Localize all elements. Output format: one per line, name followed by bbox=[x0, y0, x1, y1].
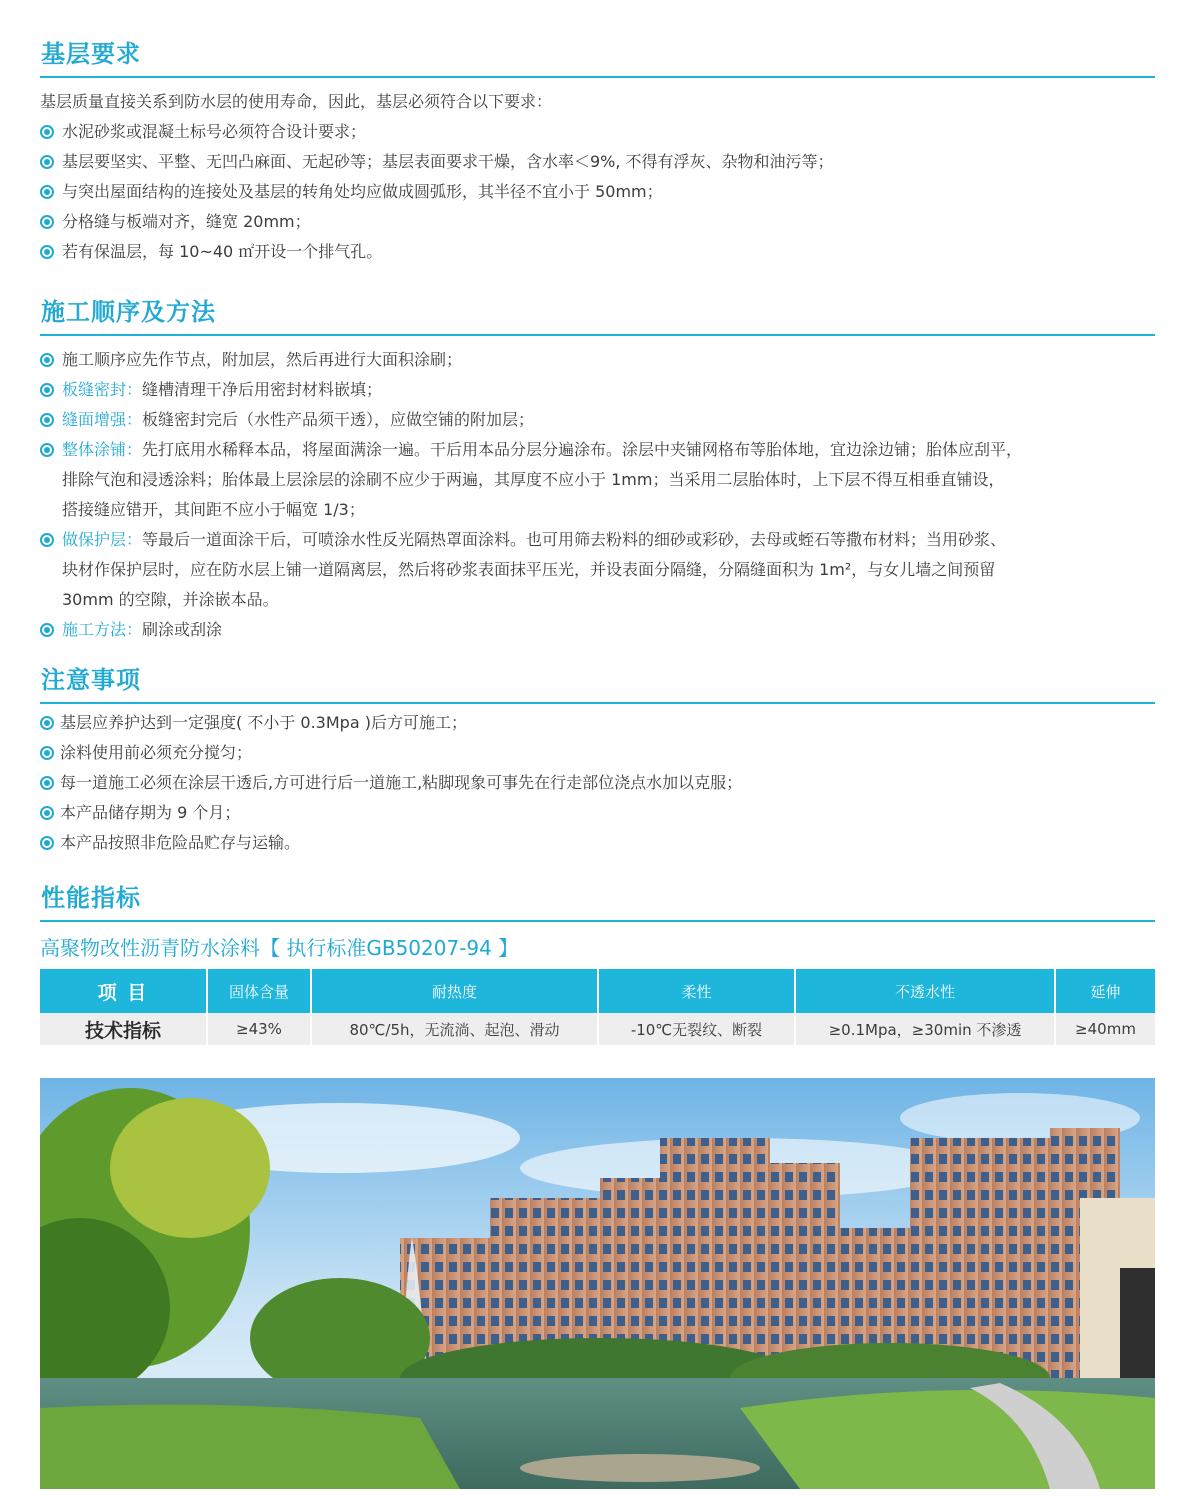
section-divider bbox=[40, 702, 1155, 704]
table-cell: ≥0.1Mpa，≥30min 不渗透 bbox=[795, 1013, 1055, 1045]
circle-bullet-icon bbox=[40, 623, 54, 637]
circle-bullet-icon bbox=[40, 443, 54, 457]
circle-bullet-icon bbox=[40, 125, 54, 139]
intro-text: 基层质量直接关系到防水层的使用寿命，因此，基层必须符合以下要求： bbox=[40, 92, 553, 111]
list-item: 板缝密封：缝槽清理干净后用密封材料嵌填； bbox=[40, 375, 1155, 405]
section-divider bbox=[40, 76, 1155, 78]
table-header: 耐热度 bbox=[311, 969, 598, 1013]
circle-bullet-icon bbox=[40, 746, 54, 760]
circle-bullet-icon bbox=[40, 383, 54, 397]
table-cell: -10℃无裂纹、断裂 bbox=[598, 1013, 795, 1045]
performance-table bbox=[40, 969, 1155, 1045]
item-keyword: 整体涂铺： bbox=[62, 440, 143, 459]
item-keyword: 缝面增强： bbox=[62, 410, 143, 429]
circle-bullet-icon bbox=[40, 413, 54, 427]
table-header: 固体含量 bbox=[207, 969, 311, 1013]
section-base-requirements bbox=[40, 38, 1155, 267]
section-body bbox=[40, 87, 1155, 267]
list-item: 施工方法：刷涂或刮涂 bbox=[40, 615, 1155, 645]
table-header: 项 目 bbox=[40, 969, 207, 1013]
section-performance bbox=[40, 882, 1155, 964]
item-keyword: 板缝密封： bbox=[62, 380, 143, 399]
list-item: 本产品按照非危险品贮存与运输。 bbox=[40, 828, 1155, 858]
list-item: 与突出屋面结构的连接处及基层的转角处均应做成圆弧形，其半径不宜小于 50mm； bbox=[40, 177, 1155, 207]
list-item: 基层要坚实、平整、无凹凸麻面、无起砂等；基层表面要求干燥，含水率＜9%, 不得有浮灰、杂物和油污等； bbox=[40, 147, 1155, 177]
table-cell: 80℃/5h，无流淌、起泡、滑动 bbox=[311, 1013, 598, 1045]
list-item: 分格缝与板端对齐，缝宽 20mm； bbox=[40, 207, 1155, 237]
table-header: 不透水性 bbox=[795, 969, 1055, 1013]
table-cell: ≥43% bbox=[207, 1013, 311, 1045]
list-item: 施工顺序应先作节点，附加层，然后再进行大面积涂刷； bbox=[40, 345, 1155, 375]
table-header: 延伸 bbox=[1055, 969, 1155, 1013]
table-header-row bbox=[40, 969, 1155, 1013]
circle-bullet-icon bbox=[40, 533, 54, 547]
list-item: 基层应养护达到一定强度( 不小于 0.3Mpa )后方可施工； bbox=[40, 708, 1155, 738]
circle-bullet-icon bbox=[40, 776, 54, 790]
section-notes bbox=[40, 664, 1155, 858]
table-cell: ≥40mm bbox=[1055, 1013, 1155, 1045]
section-title: 性能指标 bbox=[41, 884, 141, 912]
circle-bullet-icon bbox=[40, 716, 54, 730]
list-item: 缝面增强：板缝密封完后（水性产品须干透），应做空铺的附加层； bbox=[40, 405, 1155, 435]
list-item: 涂料使用前必须充分搅匀； bbox=[40, 738, 1155, 768]
list-item: 若有保温层，每 10~40 ㎡开设一个排气孔。 bbox=[40, 237, 1155, 267]
section-divider bbox=[40, 334, 1155, 336]
section-title: 基层要求 bbox=[41, 40, 141, 68]
circle-bullet-icon bbox=[40, 245, 54, 259]
circle-bullet-icon bbox=[40, 836, 54, 850]
list-item: 整体涂铺：先打底用水稀释本品，将屋面满涂一遍。干后用本品分层分遍涂布。涂层中夹铺网格布等胎体地，宜边涂边铺；胎体应刮平， 排除气泡和浸透涂料；胎体最上层涂层的涂刷不应少于两遍，其厚度不应小于 1mm；当采用二层胎体时，上下层不得互相垂直铺设， 搭接缝应错开，其间距不应小于幅宽 1/3； bbox=[40, 435, 1155, 525]
section-title: 施工顺序及方法 bbox=[41, 298, 216, 326]
list-item: 每一道施工必须在涂层干透后,方可进行后一道施工,粘脚现象可事先在行走部位浇点水加以克服； bbox=[40, 768, 1155, 798]
table-header: 柔性 bbox=[598, 969, 795, 1013]
list-item: 做保护层：等最后一道面涂干后，可喷涂水性反光隔热罩面涂料。也可用筛去粉料的细砂或彩砂，去母或蛭石等撒布材料；当用砂浆、 块材作保护层时，应在防水层上铺一道隔离层，然后将砂浆表面抹平压光，并设表面分隔缝，分隔缝面积为 1m²，与女儿墙之间预留 30mm 的空隙，并涂嵌本品。 bbox=[40, 525, 1155, 615]
list-item: 水泥砂浆或混凝土标号必须符合设计要求； bbox=[40, 117, 1155, 147]
table-subtitle: 高聚物改性沥青防水涂料【 执行标准GB50207-94 】 bbox=[40, 936, 519, 960]
circle-bullet-icon bbox=[40, 185, 54, 199]
section-title: 注意事项 bbox=[41, 666, 141, 694]
circle-bullet-icon bbox=[40, 155, 54, 169]
circle-bullet-icon bbox=[40, 806, 54, 820]
circle-bullet-icon bbox=[40, 353, 54, 367]
section-construction-method bbox=[40, 296, 1155, 645]
section-body bbox=[40, 708, 1155, 858]
section-divider bbox=[40, 920, 1155, 922]
section-body bbox=[40, 345, 1155, 645]
list-item: 本产品储存期为 9 个月； bbox=[40, 798, 1155, 828]
table-cell: 技术指标 bbox=[40, 1013, 207, 1045]
item-keyword: 做保护层： bbox=[62, 530, 143, 549]
residential-complex-photo bbox=[40, 1078, 1155, 1489]
table-row bbox=[40, 1013, 1155, 1045]
item-keyword: 施工方法： bbox=[62, 620, 143, 639]
circle-bullet-icon bbox=[40, 215, 54, 229]
